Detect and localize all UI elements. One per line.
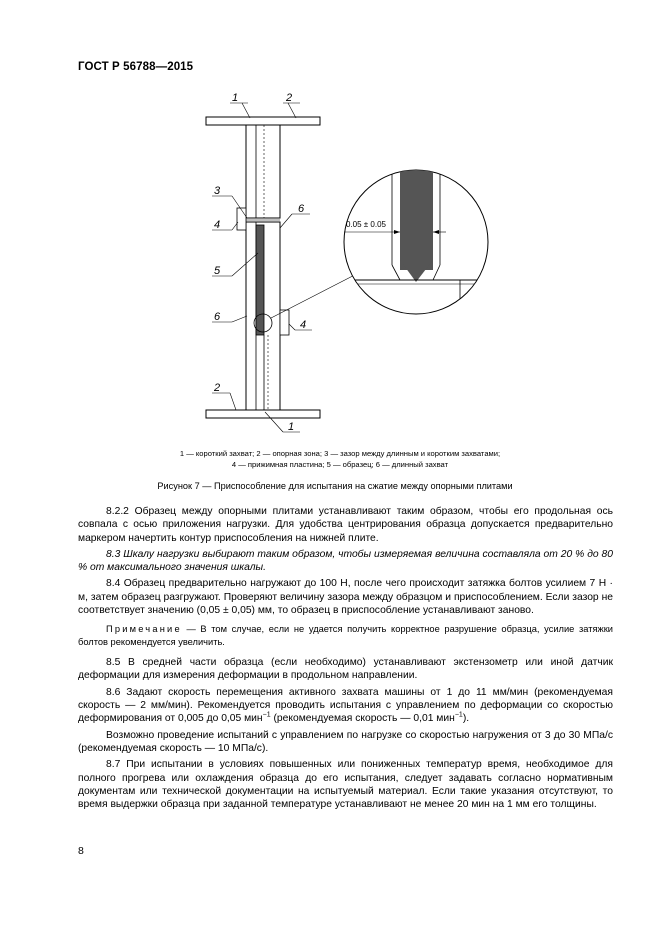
label-4-right: 4 — [300, 319, 307, 331]
figure-7-drawing — [150, 82, 550, 442]
specimen — [256, 225, 264, 335]
paragraph-8-6-part-b: (рекомендуемая скорость — 0,01 мин — [270, 713, 455, 725]
label-6-right: 6 — [298, 203, 305, 215]
paragraph-8-7: 8.7 При испытании в условиях повышенных или пониженных температур время, необходимое для полного прогрева или охлаждения образца до его испытания, следует задавать согласно нормативным документам или технической документации на испытуемый материал. Если такие указания отсутствуют, то время выдержки образца при заданной температуре устанавливают не менее 20 мин на 1 мм его толщины. — [78, 759, 613, 811]
figure-legend-line-2: 4 — прижимная пластина; 5 — образец; 6 — длинный захват — [231, 460, 449, 469]
label-6-left: 6 — [214, 311, 221, 323]
paragraph-8-6-part-c: ). — [462, 713, 470, 725]
note — [78, 623, 613, 648]
label-2-top: 2 — [286, 92, 293, 104]
short-grip — [246, 125, 280, 218]
pressing-plate-right — [280, 310, 289, 335]
figure-caption: Рисунок 7 — Приспособление для испытания на сжатие между опорными плитами — [157, 481, 513, 491]
gap-dimension-label: 0.05 ± 0.05 — [346, 220, 386, 229]
bottom-plate — [206, 410, 320, 418]
paragraph-8-6-load-control: Возможно проведение испытаний с управлением по нагрузке со скоростью нагружения от 3 до 30 МПа/с (рекомендуемая скорость — 10 МПа/с). — [78, 729, 613, 754]
label-4-left: 4 — [214, 219, 221, 231]
note-label: Примечание — [106, 624, 182, 635]
paragraph-8-5: 8.5 В средней части образца (если необходимо) устанавливают экстензометр или иной датчик деформации для измерения деформации в продольном направлении. — [78, 657, 613, 682]
label-2-bottom: 2 — [214, 382, 221, 394]
label-1-bottom: 1 — [288, 421, 295, 433]
page-number: 8 — [78, 845, 84, 857]
document-header: ГОСТ Р 56788—2015 — [78, 61, 194, 73]
note-text: — В том случае, если не удается получить корректное разрушение образца, усилие затяжки болтов рекомендуется увеличить. — [78, 624, 613, 647]
fixture-diagram — [150, 82, 550, 442]
figure-legend-line-1: 1 — короткий захват; 2 — опорная зона; 3 — зазор между длинным и коротким захватами; — [179, 449, 501, 458]
paragraph-8-2-2: 8.2.2 Образец между опорными плитами устанавливают таким образом, чтобы его продольная ось совпала с осью приложения нагрузки. Для удобства центрирования образца допускается предварительно маркером начертить контур приспособления на нижней плите. — [78, 506, 613, 544]
paragraph-8-3: 8.3 Шкалу нагрузки выбирают таким образом, чтобы измеряемая величина составляла от 20 % до 80 % от максимального значения шкалы. — [78, 548, 613, 574]
paragraph-8-6 — [78, 686, 613, 726]
label-5: 5 — [214, 265, 221, 277]
pressing-plate-left — [237, 208, 246, 230]
magnified-detail — [340, 160, 500, 320]
document-body — [78, 505, 613, 814]
superscript-1: −1 — [262, 711, 271, 719]
paragraph-8-6-part-a: 8.6 Задают скорость перемещения активного захвата машины от 1 до 11 мм/мин (рекомендуемая скорость — 2 мм/мин). Рекомендуется проводить испытания с управлением по деформации со скоростью деформирования от 0,005 до 0,05 мин — [78, 686, 613, 725]
label-1-top: 1 — [232, 92, 239, 104]
superscript-2: −1 — [454, 711, 463, 719]
top-plate — [206, 117, 320, 125]
label-3: 3 — [214, 185, 221, 197]
paragraph-8-4: 8.4 Образец предварительно нагружают до 100 Н, после чего происходит затяжка болтов усилием 7 Н · м, затем образец разгружают. Проверяют величину зазора между образцом и приспособлением. Если зазор не соответствует значению (0,05 ± 0,05) мм, то образец в приспособление устанавливают заново. — [78, 578, 613, 617]
